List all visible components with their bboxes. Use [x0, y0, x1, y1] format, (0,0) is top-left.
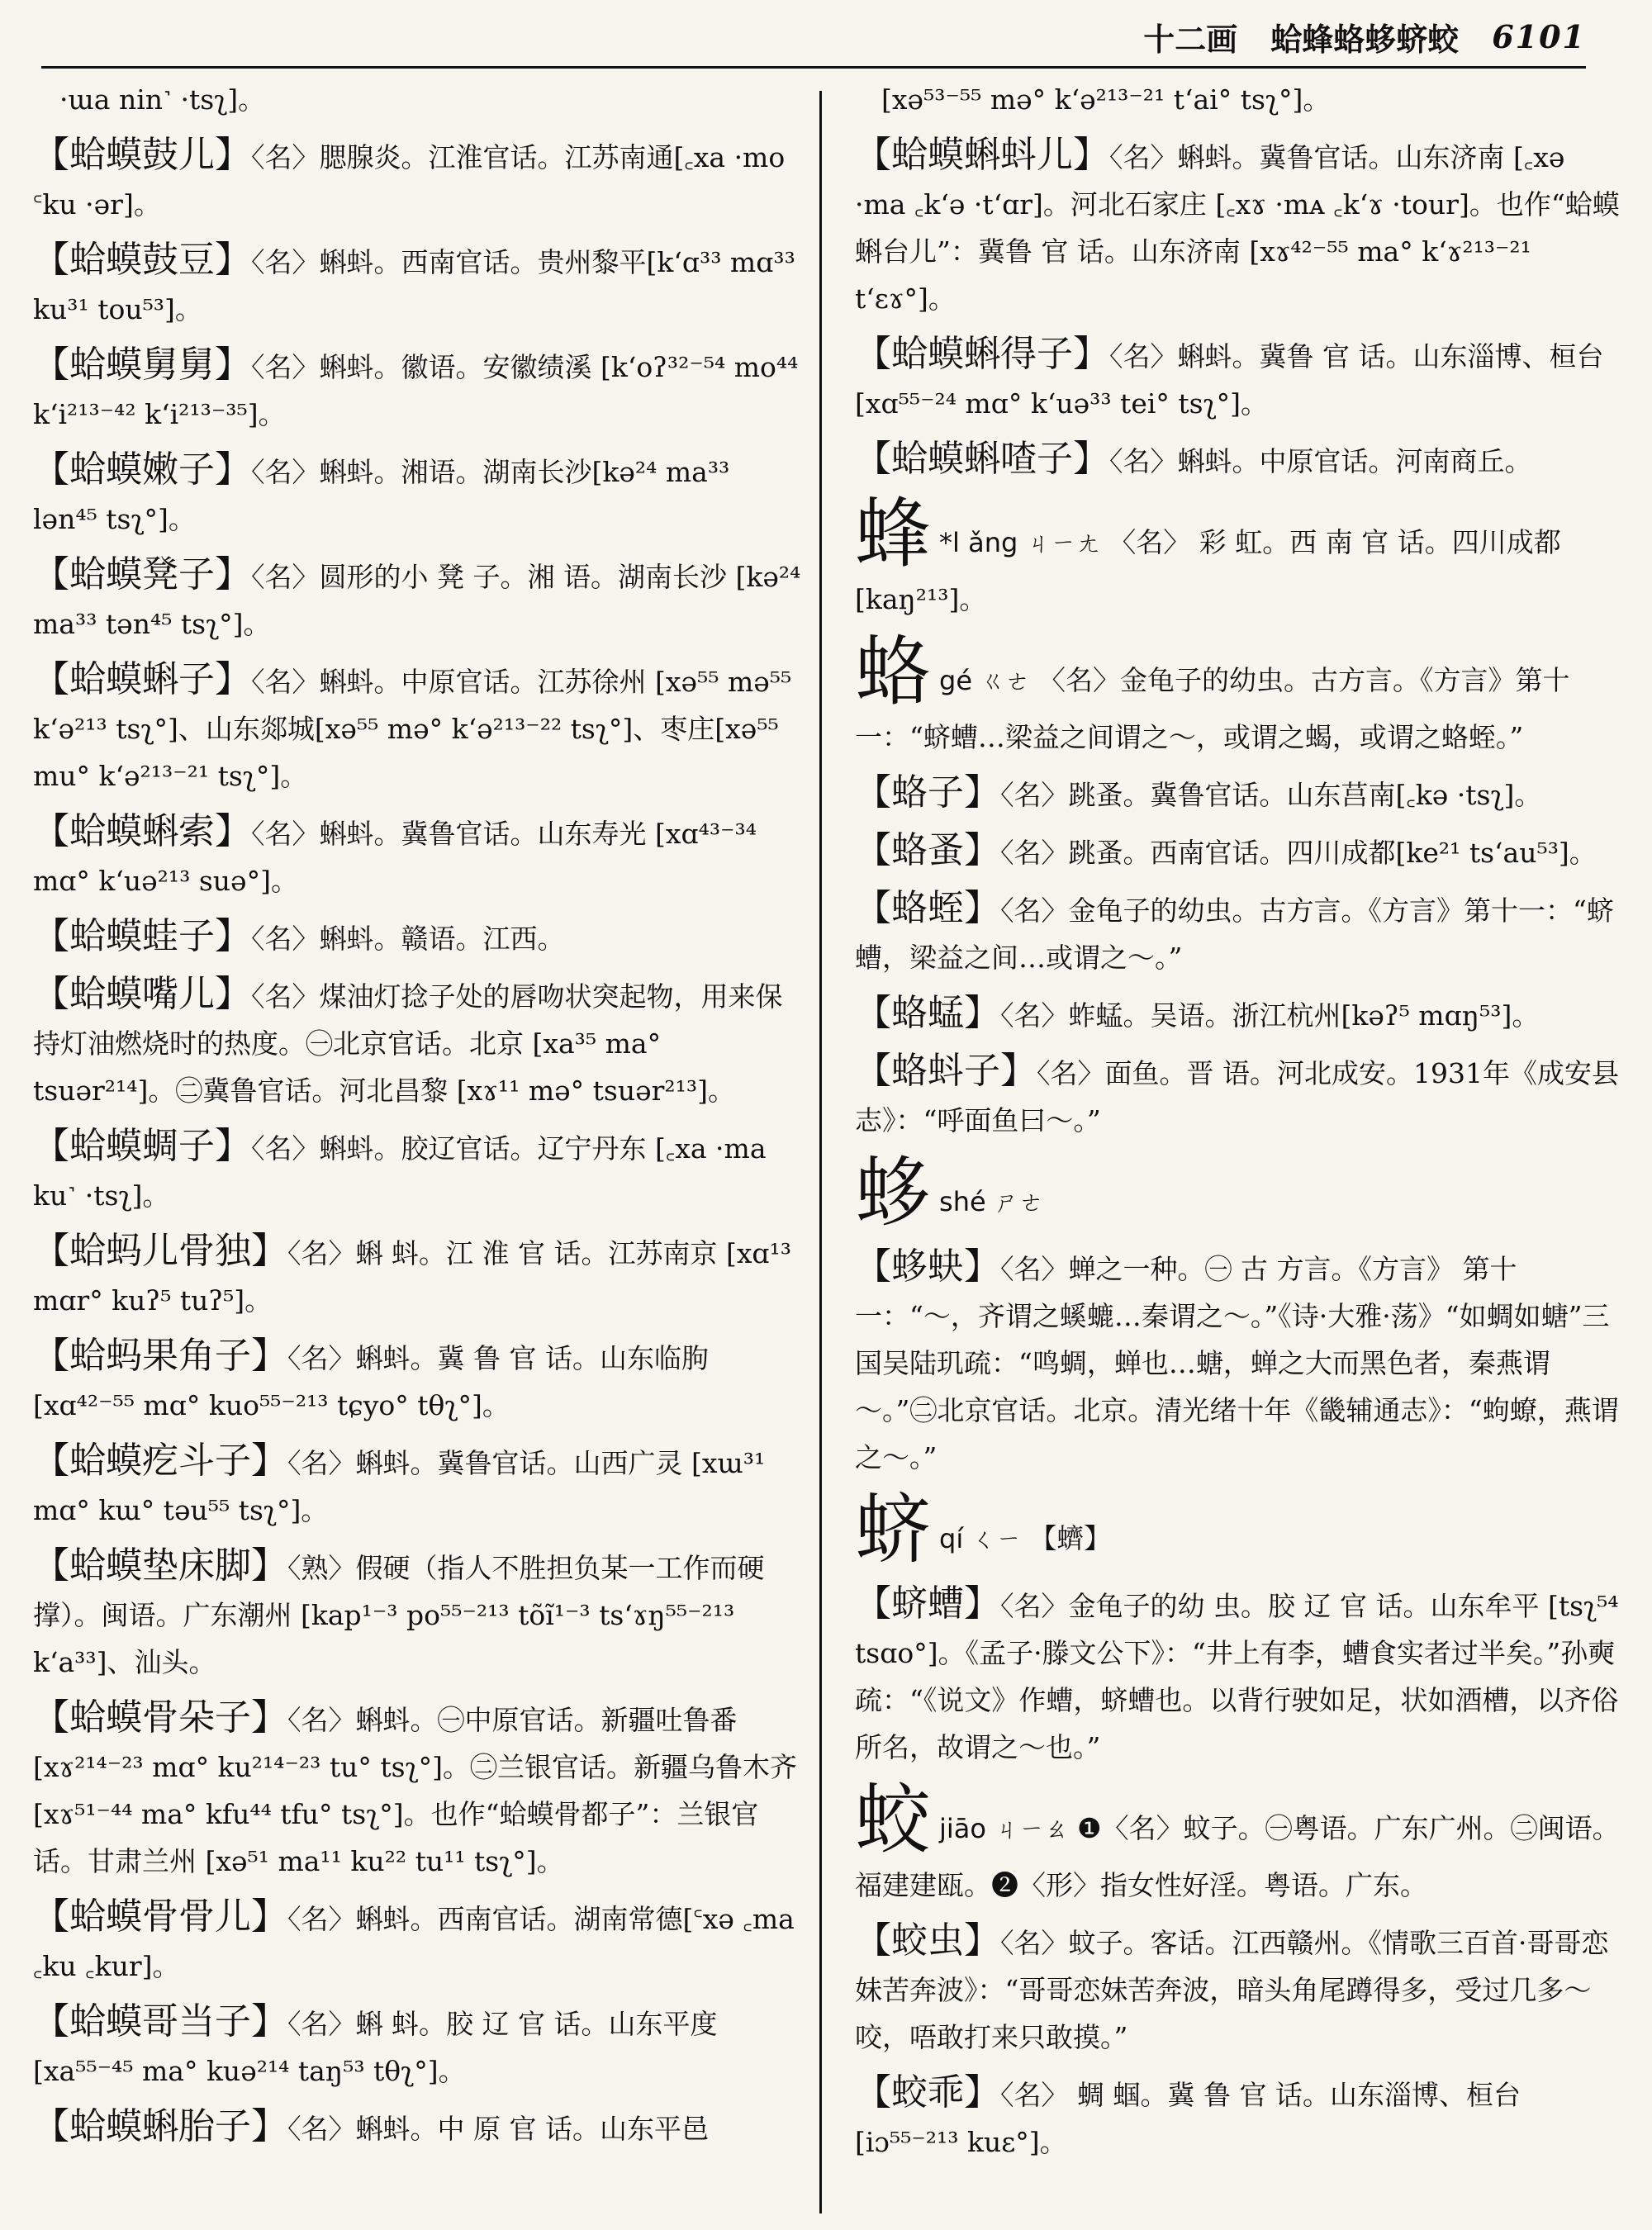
dictionary-entry [33, 1542, 801, 1686]
dictionary-entry [855, 1047, 1623, 1144]
entry-definition: 〈名〉煤油灯捻子处的唇吻状突起物，用来保持灯油燃烧时的热度。㊀北京官话。北京 [xa³⁵ ma° tsuər²¹⁴]。㊁冀鲁官话。河北昌黎 [xɤ¹¹ mə° tsuər²¹³]。 [33, 980, 783, 1107]
headword-character: 蛥 [855, 1149, 932, 1237]
entry-headword: 【蛤蚂果角子】 [33, 1335, 287, 1377]
dictionary-entry [33, 2103, 801, 2152]
entry-definition: 〈名〉蝌蚪。冀鲁官话。山西广灵 [xɯ³¹ mɑ° kɯ° təu⁵⁵ tsʅ°]。 [33, 1447, 766, 1526]
entry-definition: 〈熟〉假硬（指人不胜担负某一工作而硬撑）。闽语。广东潮州 [kap¹⁻³ po⁵⁵⁻²¹³ tõĩ¹⁻³ ts‘ɤŋ⁵⁵⁻²¹³ k‘a³³]、汕头。 [33, 1552, 765, 1678]
dictionary-entry [855, 769, 1623, 818]
dictionary-entry [855, 827, 1623, 876]
pinyin: jiāo [939, 1813, 986, 1844]
entry-headword: 【蛤蟆疙斗子】 [33, 1440, 287, 1482]
entry-definition: 〈名〉跳蚤。冀鲁官话。山东莒南[꜀kə ·tsʅ]。 [1000, 779, 1542, 811]
headword-character: 蜂 [855, 490, 932, 578]
zhuyin: ㄕㄜ [994, 1189, 1044, 1217]
column-divider [819, 91, 822, 2213]
dictionary-entry [33, 131, 801, 228]
entry-headword: 【蛤蟆嘴儿】 [33, 973, 251, 1015]
entry-definition: 〈名〉蝌蚪。冀鲁官话。山东寿光 [xɑ⁴³⁻³⁴ mɑ° k‘uə²¹³ suə°]。 [33, 818, 757, 897]
header-rule [41, 66, 1586, 69]
entry-definition: 〈名〉蝌 蚪。江 淮 官 话。江苏南京 [xɑ¹³ mɑr° kuʔ⁵ tuʔ⁵]。 [33, 1237, 792, 1317]
entry-definition: 〈名〉金龟子的幼 虫。胶 辽 官 话。山东牟平 [tsʅ⁵⁴ tsɑo°]。《孟子·滕文公下》：“井上有李，螬食实者过半矣。”孙奭疏：“《说文》作螬，蛴螬也。以背行驶如足，状如酒槽，以齐俗所名，故谓之～也。” [855, 1590, 1619, 1763]
definition: 〈名〉金龟子的幼虫。古方言。《方言》第十一：“蛴螬…梁益之间谓之～，或谓之蝎，或谓之蛒蛭。” [855, 664, 1570, 753]
entry-definition: 〈名〉蝌蚪。徽语。安徽绩溪 [k‘oʔ³²⁻⁵⁴ mo⁴⁴ k‘i²¹³⁻⁴² k‘i²¹³⁻³⁵]。 [33, 351, 799, 430]
entry-definition: 〈名〉蝌蚪。冀 鲁 官 话。山东临朐 [xɑ⁴²⁻⁵⁵ mɑ° kuo⁵⁵⁻²¹³ tɕyo° tθʅ°]。 [33, 1342, 709, 1421]
entry-definition: 〈名〉蚱蜢。吴语。浙江杭州[kəʔ⁵ mɑŋ⁵³]。 [1000, 999, 1540, 1032]
dictionary-entry [33, 1437, 801, 1534]
entry-headword: 【蛤蚂儿骨独】 [33, 1230, 287, 1272]
entry-headword: 【蛒蜢】 [855, 992, 1000, 1034]
entry-headword: 【蛟乖】 [855, 2071, 1000, 2114]
entry-headword: 【蛤蟆骨朵子】 [33, 1696, 287, 1739]
dictionary-entry [855, 989, 1623, 1039]
entry-definition: 〈名〉蝌蚪。㊀中原官话。新疆吐鲁番 [xɤ²¹⁴⁻²³ mɑ° ku²¹⁴⁻²³ tu° tsʅ°]。㊁兰银官话。新疆乌鲁木齐 [xɤ⁵¹⁻⁴⁴ ma° kfu⁴⁴ tfu° tsʅ°]。也作“蛤蟆骨都子”：兰银官话。甘肃兰州 [xə⁵¹ ma¹¹ ku²² tu¹¹ tsʅ°]。 [33, 1704, 797, 1877]
entry-headword: 【蛥蚗】 [855, 1245, 1000, 1288]
entry-definition: 〈名〉蝉之一种。㊀ 古 方言。《方言》 第十一：“～，齐谓之螇螰…秦谓之～。”《诗·大雅·荡》“如蜩如螗”三国吴陆玑疏：“鸣蜩，蝉也…螗，蝉之大而黑色者，秦燕谓～。”㊁北京官话。北京。清光绪十年《畿辅通志》：“蚼蟟，燕谓之～。” [855, 1253, 1619, 1473]
dictionary-entry [855, 131, 1623, 322]
entry-headword: 【蛤蟆哥当子】 [33, 2000, 287, 2043]
entry-definition: 〈名〉蝌 蚪。胶 辽 官 话。山东平度 [xa⁵⁵⁻⁴⁵ ma° kuə²¹⁴ taŋ⁵³ tθʅ°]。 [33, 2008, 718, 2087]
entry-definition: 〈名〉圆形的小 凳 子。湘 语。湖南长沙 [kə²⁴ ma³³ tən⁴⁵ tsʅ°]。 [33, 561, 801, 640]
entry-definition: [xə⁵³⁻⁵⁵ mə° k‘ə²¹³⁻²¹ t‘ai° tsʅ°]。 [881, 83, 1331, 116]
entry-definition: 〈名〉腮腺炎。江淮官话。江苏南通[꜀xa ·mo ꜂ku ·ər]。 [33, 141, 786, 221]
entry-headword: 【蛤蟆蛙子】 [33, 915, 251, 957]
pinyin: qí [939, 1523, 964, 1554]
entry-definition: 〈名〉金龟子的幼虫。古方言。《方言》第十一：“蛴螬，梁益之间…或谓之～。” [855, 894, 1614, 974]
entry-headword: 【蛤蟆蝌胎子】 [33, 2105, 287, 2147]
page-number: 6101 [1492, 17, 1586, 55]
entry-headword: 【蛒蚪子】 [855, 1050, 1037, 1092]
character-entry [855, 628, 1623, 761]
dictionary-entry [855, 1917, 1623, 2061]
entry-headword: 【蛤蟆舅舅】 [33, 344, 251, 386]
entry-definition: 〈名〉蝌蚪。中 原 官 话。山东平邑 [287, 2113, 709, 2145]
pinyin: *l ǎng [939, 527, 1018, 558]
definition: ❶〈名〉蚊子。㊀粤语。广东广州。㊁闽语。福建建瓯。❷〈形〉指女性好淫。粤语。广东。 [855, 1812, 1620, 1901]
page-header [0, 12, 1652, 61]
definition: 〈名〉 彩 虹。西 南 官 话。四川成都 [kaŋ²¹³]。 [855, 526, 1561, 615]
entry-headword: 【蛤蟆鼓豆】 [33, 239, 251, 281]
entry-definition: 〈名〉蝌蚪。胶辽官话。辽宁丹东 [꜀xa ·ma ku˺ ·tsʅ]。 [33, 1132, 767, 1212]
headword-character: 蛴 [855, 1486, 932, 1574]
entry-definition: 〈名〉蝌蚪。湘语。湖南长沙[kə²⁴ ma³³ lən⁴⁵ tsʅ°]。 [33, 456, 730, 535]
continued-text [33, 76, 801, 123]
dictionary-entry [33, 1227, 801, 1324]
character-entry [855, 1776, 1623, 1909]
dictionary-entry [33, 913, 801, 962]
dictionary-entry [33, 551, 801, 648]
entry-definition: 〈名〉 蜩 蝈。冀 鲁 官 话。山东淄博、桓台 [iɔ⁵⁵⁻²¹³ kuɛ°]。 [855, 2079, 1521, 2158]
zhuyin: ㄐㄧㄤ [1026, 529, 1101, 558]
entry-definition: 〈名〉面鱼。晋 语。河北成安。1931年《成安县志》：“呼面鱼曰～。” [855, 1057, 1619, 1136]
header-chars: 蛤蜂蛒蛥蛴蛟 [1270, 20, 1460, 58]
entry-headword: 【蛤蟆骨骨儿】 [33, 1896, 287, 1938]
entry-definition: 〈名〉蝌蚪。西南官话。湖南常德[꜂xə ꜀ma ꜀ku ꜀kur]。 [33, 1903, 795, 1982]
pinyin: shé [939, 1186, 986, 1217]
entry-headword: 【蛤蟆嫩子】 [33, 448, 251, 491]
dictionary-entry [855, 2069, 1623, 2166]
dictionary-entry [855, 435, 1623, 485]
entry-headword: 【蛤蟆蝌子】 [33, 658, 251, 700]
entry-headword: 【蛤蟆蝌索】 [33, 810, 251, 852]
entry-headword: 【蛒蛭】 [855, 887, 1000, 929]
right-column [855, 76, 1623, 2222]
entry-headword: 【蛤蟆垫床脚】 [33, 1544, 287, 1587]
dictionary-entry [33, 1893, 801, 1990]
dictionary-entry [33, 808, 801, 904]
entry-headword: 【蛤蟆蝌蚪儿】 [855, 134, 1109, 176]
entry-headword: 【蛟虫】 [855, 1919, 1000, 1962]
entry-headword: 【蛤蟆鼓儿】 [33, 134, 251, 176]
entry-definition: 〈名〉蝌蚪。中原官话。江苏徐州 [xə⁵⁵ mə⁵⁵ k‘ə²¹³ tsʅ°]、山东郯城[xə⁵⁵ mə° k‘ə²¹³⁻²² tsʅ°]、枣庄[xə⁵⁵ mu° k‘ə²¹³⁻²¹ tsʅ°]。 [33, 666, 792, 792]
entry-definition: 〈名〉蝌蚪。中原官话。河南商丘。 [1109, 445, 1532, 477]
entry-definition: 〈名〉蚊子。客话。江西赣州。《情歌三百首·哥哥恋妹苦奔波》：“哥哥恋妹苦奔波，暗头角尾蹲得多，受过几多～咬，唔敢打来只敢摸。” [855, 1927, 1609, 2053]
headword-character: 蛟 [855, 1776, 932, 1864]
dictionary-entry [855, 330, 1623, 427]
entry-definition: ·ɯa nin˺ ·tsʅ]。 [59, 83, 266, 116]
dictionary-entry [33, 656, 801, 799]
continued-text [855, 76, 1623, 123]
zhuyin: ㄑㄧ [971, 1525, 1022, 1554]
dictionary-entry [33, 1122, 801, 1219]
dictionary-entry [855, 885, 1623, 981]
entry-headword: 【蛤蟆蝌得子】 [855, 333, 1109, 375]
entry-headword: 【蛤蟆蝌喳子】 [855, 438, 1109, 480]
header-section: 十二画 [1143, 20, 1238, 58]
dictionary-entry [33, 446, 801, 543]
dictionary-entry [33, 1998, 801, 2095]
zhuyin: ㄐㄧㄠ [994, 1815, 1069, 1844]
character-entry [855, 1149, 1623, 1237]
entry-definition: 〈名〉跳蚤。西南官话。四川成都[ke²¹ ts‘au⁵³]。 [1000, 837, 1597, 869]
pinyin: gé [939, 665, 973, 696]
entry-definition: 〈名〉蝌蚪。西南官话。贵州黎平[k‘ɑ³³ mɑ³³ ku³¹ tou⁵³]。 [33, 246, 795, 325]
entry-headword: 【蛒蚤】 [855, 829, 1000, 871]
entry-definition: 〈名〉蝌蚪。冀鲁官话。山东济南 [꜀xə ·ma ꜀k‘ə ·t‘ɑr]。河北石家庄 [꜀xɤ ·mᴀ ꜀k‘ɤ ·tour]。也作“蛤蟆蝌台儿”：冀鲁 官 话。山东济南 [xɤ⁴²⁻⁵⁵ ma° k‘ɤ²¹³⁻²¹ t‘ɛɤ°]。 [855, 141, 1620, 315]
entry-definition: 〈名〉蝌蚪。冀鲁 官 话。山东淄博、桓台[xɑ⁵⁵⁻²⁴ mɑ° k‘uə³³ tei° tsʅ°]。 [855, 340, 1604, 420]
entry-headword: 【蛒子】 [855, 771, 1000, 814]
definition: 【蠐】 [1029, 1522, 1112, 1554]
dictionary-entry [855, 1243, 1623, 1481]
entry-definition: 〈名〉蝌蚪。赣语。江西。 [251, 923, 565, 955]
left-column [33, 76, 801, 2222]
entry-headword: 【蛴螬】 [855, 1582, 1000, 1625]
dictionary-entry [33, 341, 801, 438]
dictionary-entry [33, 1694, 801, 1885]
headword-character: 蛒 [855, 628, 932, 716]
dictionary-entry [33, 970, 801, 1114]
dictionary-entry [855, 1580, 1623, 1771]
dictionary-entry [33, 1332, 801, 1429]
character-entry [855, 490, 1623, 623]
dictionary-entry [33, 236, 801, 333]
entry-headword: 【蛤蟆蜩子】 [33, 1125, 251, 1167]
character-entry [855, 1486, 1623, 1574]
zhuyin: ㄍㄜ [980, 667, 1031, 696]
entry-headword: 【蛤蟆凳子】 [33, 553, 251, 595]
